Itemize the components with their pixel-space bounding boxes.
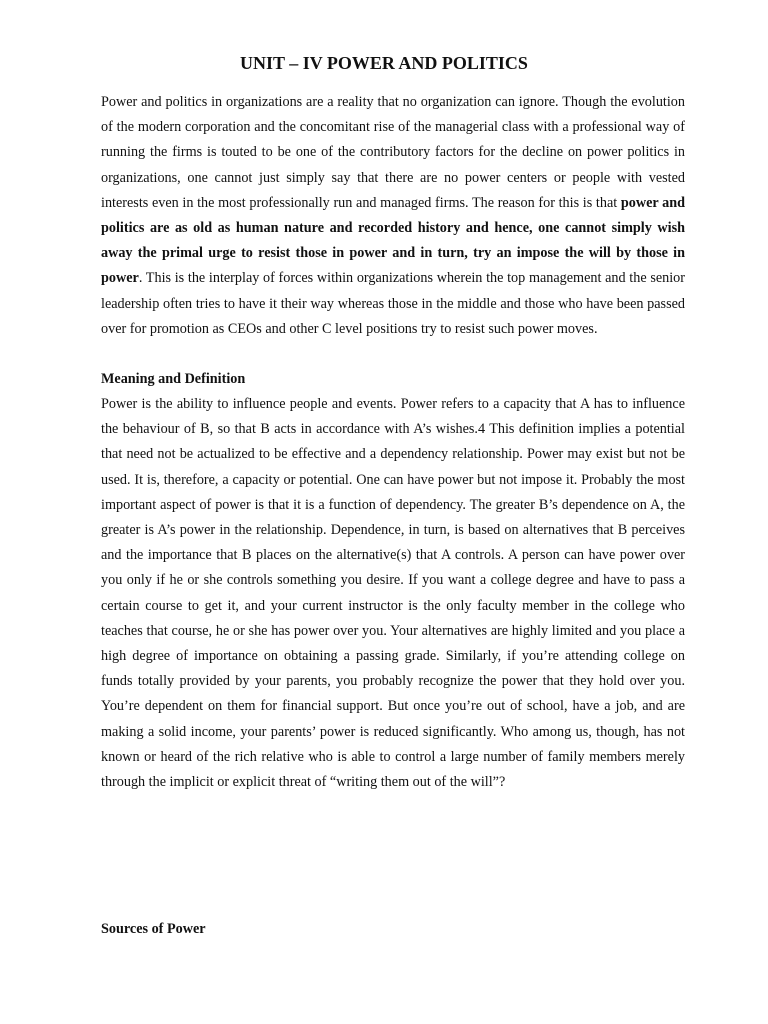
intro-text-end: . This is the interplay of forces within organizations wherein the top management and the senior leadership often tries to have it their way whereas those in the middle and those who have been passed over for promotion as CEOs and other C level positions try to resist such power moves. bbox=[101, 270, 685, 337]
page-title: UNIT – IV POWER AND POLITICS bbox=[240, 53, 528, 73]
meaning-definition-paragraph: Power is the ability to influence people and events. Power refers to a capacity that A has to influence the behaviour of B, so that B acts in accordance with A’s wishes.4 This definition implies a potential that need not be actualized to be effective and a dependency relationship. Power may exist but not be used. It is, therefore, a capacity or potential. One can have power but not impose it. Probably the most important aspect of power is that it is a function of dependency. The greater B’s dependence on A, the greater is A’s power in the relationship. Dependence, in turn, is based on alternatives that B perceives and the importance that B places on the alternative(s) that A controls. A person can have power over you only if he or she controls something you desire. If you want a college degree and have to pass a certain course to get it, and your current instructor is the only faculty member in the college who teaches that course, he or she has power over you. Your alternatives are highly limited and you place a high degree of importance on obtaining a passing grade. Similarly, if you’re attending college on funds totally provided by your parents, you probably recognize the power that they hold over you. You’re dependent on them for financial support. But once you’re out of school, have a job, and are making a solid income, your parents’ power is reduced significantly. Who among us, though, has not known or heard of the rich relative who is able to control a large number of family members merely through the implicit or explicit threat of “writing them out of the will”? bbox=[101, 396, 685, 791]
intro-bold-text: power and politics are as old as human nature and recorded history and hence, one cannot simply wish away the primal urge to resist those in power and in turn, try an impose the will by those in power bbox=[101, 194, 685, 287]
meaning-definition-heading: Meaning and Definition bbox=[101, 371, 246, 387]
intro-text-start: Power and politics in organizations are a reality that no organization can ignore. Though the evolution of the modern corporation and the concomitant rise of the managerial class with a professional way of running the firms is touted to be one of the contributory factors for the decline on power politics in organizations, one cannot just simply say that there are no power centers or people with vested interests even in the most professionally run and managed firms. The reason for this is that bbox=[101, 94, 685, 211]
sources-of-power-heading: Sources of Power bbox=[101, 921, 206, 937]
intro-paragraph bbox=[101, 90, 685, 342]
